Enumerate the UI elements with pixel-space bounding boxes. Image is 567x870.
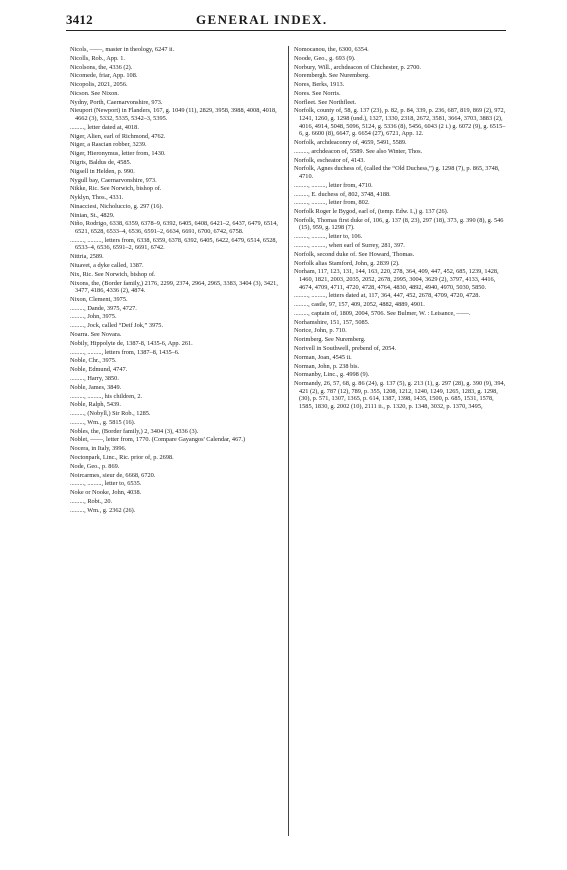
index-entry: Noke or Nooke, John, 4038. bbox=[70, 489, 142, 497]
index-entry: Noircarmes, sieur de, 6668, 6720. bbox=[70, 471, 156, 479]
index-entry: Noble, Ralph, 5439. bbox=[70, 401, 121, 409]
index-entry: Nicopolis, 2021, 2056. bbox=[70, 81, 128, 89]
index-entry: Noble, Chr., 3975. bbox=[70, 357, 117, 365]
index-entry: Noblet, ——, letter from, 1770. (Compare Gayangos' Calendar, 467.) bbox=[70, 436, 246, 444]
index-entry: Niger, Hieronymus, letter from, 1430. bbox=[70, 150, 166, 158]
index-entry: Nyklyn, Thos., 4331. bbox=[70, 194, 124, 202]
index-entry: Norembergh. See Nuremberg. bbox=[294, 72, 370, 80]
index-entry: Ninacciesi, Nicholuccio, g. 297 (16). bbox=[70, 202, 164, 210]
index-entry: ........., captain of, 1809, 2004, 5706. See Bulmer, W. : Leisance, ——. bbox=[294, 309, 471, 317]
index-entry: Noarra. See Novara. bbox=[70, 331, 122, 339]
index-entry: ........., Robt., 20. bbox=[70, 497, 113, 505]
index-entry: ........., Harry, 3850. bbox=[70, 374, 119, 382]
index-entry: Nobily, Hippolyte de, 1387-8, 1435-6, App. 261. bbox=[70, 339, 193, 347]
index-entry: Normanby, Linc., g. 4998 (9). bbox=[294, 371, 370, 379]
index-entry: Nores, Berks, 1913. bbox=[294, 81, 345, 89]
page-title: GENERAL INDEX. bbox=[196, 12, 328, 27]
index-entry: Norfleet. See Northfleet. bbox=[294, 98, 357, 106]
index-entry: Nicols, ——, master in theology, 6247 ii. bbox=[70, 46, 175, 53]
index-entry: Ninian, St., 4829. bbox=[70, 211, 115, 219]
index-entry: Norfolk, Thomas first duke of, 106, g. 137 (8, 23), 297 (18), 373, g. 390 (8), g. 546 (15), 959, g. 1298 (7). bbox=[294, 216, 504, 232]
index-entry: ........., ........., his children, 2. bbox=[70, 392, 143, 400]
index-entry: Nittria, 2589. bbox=[70, 253, 104, 261]
index-entry: Nicson. See Nixon. bbox=[70, 89, 119, 97]
index-entry: ........., Jock, called “Deif Jok,” 3975. bbox=[70, 322, 164, 330]
index-entry: Norivell in Southwell, prebend of, 2054. bbox=[294, 345, 397, 353]
index-entry: Niger, a Rascian robber, 3239. bbox=[70, 141, 147, 149]
index-entry: Norfolk, county of, 58, g. 137 (23), p. 82, p. 84, 339, p. 236, 687, 819, 869 (2), 972, 1241, 1260, g. 1298 (und.), 1327, 1330, 2318, 2672, 3581, 3664, 3703, 3883 (2), 4016, 4914, 5048, 5096, 5124, g. 5336 (8), 5456, 6043 (2 i.) g. 6072 (9), g. 6515–6, g. 6600 (8), 6647, g. 6654 (27), 6721, App. 12. bbox=[294, 107, 506, 138]
index-entry: Normandy, 26, 57, 68, g. 86 (24), g. 137 (5), g. 213 (1), g. 297 (28), g. 390 (9), 394, 421 (2), g. 787 (12), 789, p. 355, 1208, 1212, 1240, 1249, 1265, 1283, g. 1298, (30), p. 571, 1307, 1365, p. 614, 1387, 1398, 1435, 1500, p. 685, 1531, 1578, 1585, 1830, g. 2002 (10), 2111 ii., p. 1320, p. 1348, 3032, p. 1370, 3495, bbox=[294, 380, 506, 410]
column-divider bbox=[288, 46, 289, 836]
index-entry: Nydny, Porth, Caernarvonshire, 973. bbox=[70, 98, 163, 106]
index-entry: ........., ........., letters from, 6338, 6359, 6378, 6392, 6405, 6422, 6479, 6514, 6528, 6533–4, 6536, 6591–2, 6691, 6742. bbox=[70, 236, 278, 252]
index-entry: ........., ........., when earl of Surrey, 281, 397. bbox=[294, 242, 405, 250]
index-entry: ........., archdeacon of, 5589. See also Winter, Thos. bbox=[294, 147, 423, 155]
index-entry: ........., (Nobyll,) Sir Rob., 1285. bbox=[70, 410, 151, 418]
index-entry: ........., ........., letter from, 4710. bbox=[294, 181, 373, 189]
index-entry: Norbury, Will., archdeacon of Chichester, p. 2700. bbox=[294, 63, 421, 71]
index-entry: ........., ........., letters from, 1387–8, 1435–6. bbox=[70, 348, 180, 356]
index-entry: Nikke, Ric. See Norwich, bishop of. bbox=[70, 185, 162, 193]
index-entry: ........., castle, 97, 157, 409, 2052, 4882, 4889, 4901. bbox=[294, 301, 425, 309]
index-entry: Nicolls, Rob., App. 1. bbox=[70, 54, 125, 62]
index-entry: ........., ........., letter from, 802. bbox=[294, 199, 370, 207]
index-entry: ........., John, 3975. bbox=[70, 313, 117, 321]
index-entry: Norimberg. See Nuremberg. bbox=[294, 336, 366, 344]
left-column bbox=[70, 46, 282, 515]
index-entry: Nixon, Clement, 3975. bbox=[70, 295, 128, 303]
index-entry: Nomocanou, the, 6300, 6354. bbox=[294, 46, 369, 53]
index-entry: ........., Wm., g. 5815 (16). bbox=[70, 418, 136, 426]
index-entry: Norfolk Roger le Bygod, earl of, (temp. Edw. I.,) g. 137 (26). bbox=[294, 208, 449, 216]
index-entry: Nigsell in Helden, p. 990. bbox=[70, 167, 135, 175]
index-entry: Norman, Joan, 4545 ii. bbox=[294, 353, 352, 361]
index-entry: Noble, James, 3849. bbox=[70, 383, 122, 391]
index-entry: Node, Geo., p. 869. bbox=[70, 462, 120, 470]
index-entry: Norfolk, archdeaconry of, 4659, 5491, 5589. bbox=[294, 139, 407, 147]
index-entry: ........., Wm., g. 2362 (26). bbox=[70, 506, 136, 514]
index-entry: Nix, Ric. See Norwich, bishop of. bbox=[70, 270, 156, 278]
index-entry: Norfolk, second duke of. See Howard, Thomas. bbox=[294, 250, 415, 258]
index-entry: Nieuport (Newport) in Flanders, 167, g. 1049 (11), 2829, 3958, 3988, 4008, 4018, 4662 (3), 5332, 5335, 5342–3, 5395. bbox=[70, 107, 277, 123]
index-entry: Norham, 117, 123, 131, 144, 163, 220, 278, 364, 409, 447, 452, 685, 1239, 1428, 1460, 1821, 2003, 2035, 2052, 2678, 2995, 3004, 3629 (2), 3797, 4133, 4416, 4674, 4709, 4711, 4720, 4728, 4764, 4830, 4892, 4940, 4970, 5030, 5850. bbox=[294, 268, 499, 291]
index-entry: Nocera, in Italy, 3996. bbox=[70, 445, 127, 453]
index-entry: Nigris, Baldus de, 4585. bbox=[70, 158, 132, 166]
index-entry: ........., Dande, 3975, 4727. bbox=[70, 304, 137, 312]
index-entry: Noctonpark, Linc., Ric. prior of, p. 2698. bbox=[70, 453, 174, 461]
index-entry: ........., E. duchess of, 802, 3748, 4188. bbox=[294, 190, 391, 198]
index-entry: Norfolk, Agnes duchess of, (called the “Old Duchess,”) g. 1298 (7), p. 865, 3748, 4710. bbox=[294, 165, 500, 180]
index-entry: ........., ........., letter to, 6535. bbox=[70, 480, 142, 488]
index-entry: Noode, Geo., g. 693 (9). bbox=[294, 54, 356, 62]
index-entry: Norfolk alias Stamford, John, g. 2839 (2). bbox=[294, 259, 400, 267]
right-column bbox=[294, 46, 506, 412]
index-entry: Nicolsons, the, 4336 (2). bbox=[70, 63, 133, 71]
index-entry: Niger, Alien, earl of Richmond, 4762. bbox=[70, 132, 166, 140]
index-entry: Nobles, the, (Border family,) 2, 3404 (3), 4336 (3). bbox=[70, 427, 199, 435]
index-entry: Nixons, the, (Border family,) 2176, 2299, 2374, 2964, 2965, 3383, 3404 (3), 3421, 3477, 4186, 4336 (2), 4874. bbox=[70, 279, 278, 295]
index-entry: Noble, Edmund, 4747. bbox=[70, 366, 128, 374]
index-entry: Nygull bay, Caernarvonshire, 973. bbox=[70, 176, 157, 184]
index-entry: Nicomede, friar, App. 108. bbox=[70, 72, 138, 80]
header-rule bbox=[66, 30, 506, 31]
index-entry: Norhamshire, 151, 157, 5085. bbox=[294, 318, 370, 326]
index-entry: ........., ........., letter to, 106. bbox=[294, 233, 363, 241]
index-entry: Nores. See Norris. bbox=[294, 89, 341, 97]
index-entry: Norice, John, p. 710. bbox=[294, 327, 347, 335]
page-number: 3412 bbox=[66, 12, 93, 27]
index-entry: Norfolk, escheator of, 4143. bbox=[294, 156, 365, 164]
index-entry: ........., letter dated at, 4018. bbox=[70, 123, 139, 131]
index-entry: Norman, John, p. 238 bis. bbox=[294, 362, 360, 370]
index-entry: Niño, Rodrigo, 6338, 6359, 6378–9, 6392, 6405, 6408, 6421–2, 6437, 6479, 6514, 6521, 6528, 6533–4, 6536, 6591–2, 6634, 6691, 6700, 6742, 6758. bbox=[70, 220, 278, 236]
index-entry: Niuavet, a dyke called, 1387. bbox=[70, 261, 144, 269]
index-entry: ........., ........., letters dated at, 117, 364, 447, 452, 2678, 4709, 4720, 4728. bbox=[294, 292, 481, 300]
